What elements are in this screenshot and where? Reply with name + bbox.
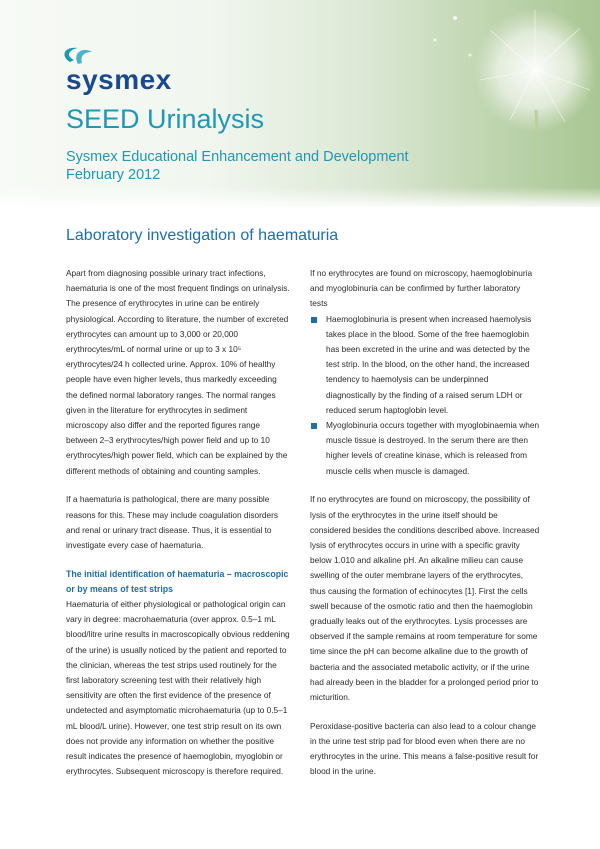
document-subtitle: [66, 148, 446, 184]
paragraph: If no erythrocytes are found on microscopy, haemoglobinuria and myoglobinuria can be confirmed by further laboratory tests: [310, 268, 533, 309]
paragraph: Peroxidase-positive bacteria can also lead to a colour change in the urine test strip pad for blood even when there are no erythrocytes in the urine. This means a false-positive result for blood in the urine.: [310, 720, 539, 777]
left-column: [66, 266, 290, 793]
paragraph: Haematuria of either physiological or pathological origin can vary in degree: macrohaematuria (over approx. 0.5–1 mL blood/litre urine results in macroscopically obvious reddening of the urine) is usually noticed by the patient and reported to the clinician, whereas the test strips used routinely for the first laboratory screening test with their relatively high sensitivity are often the first evidence of the presence of undetected and asymptomatic microhaematuria (up to 0.5–1 mL blood/L urine). However, one test strip result on its own does not provide any information on whether the positive result indicates the presence of haemoglobin, myoglobin or erythrocytes. Subsequent microscopy is therefore required.: [66, 599, 290, 777]
list-item: Myoglobinuria occurs together with myoglobinaemia when muscle tissue is destroyed. In the serum there are then higher levels of creatine kinase, which is released from muscle cells when muscle is damaged.: [310, 418, 540, 479]
paragraph: If no erythrocytes are found on microscopy, the possibility of lysis of the erythrocytes in the urine itself should be considered besides the conditions described above. Increased lysis of erythrocytes occurs in urine with a specific gravity below 1.010 and alkaline pH. An alkaline milieu can cause swelling of the outer membrane layers of the erythrocytes, thus causing the formation of echinocytes [1]. First the cells swell because of the osmotic ratio and then the haemoglobin gradually leaks out of the erythrocytes. Lysis processes are observed if the sample remains at room temperature for some time since the pH can become alkaline due to the growth of bacteria and the associated metabolic activity, or if the urine had already been in the bladder for a prolonged period prior to micturition.: [310, 494, 540, 702]
subtitle-line-2: February 2012: [66, 167, 161, 183]
section-title: Laboratory investigation of haematuria: [66, 227, 339, 244]
header-banner: [0, 0, 600, 207]
subtitle-line-1: Sysmex Educational Enhancement and Development: [66, 149, 409, 165]
right-column: [310, 266, 540, 793]
subsection-heading: The initial identification of haematuria – macroscopic or by means of test strips: [66, 568, 289, 594]
paragraph: Apart from diagnosing possible urinary tract infections, haematuria is one of the most frequent findings on urinalysis. The presence of erythrocytes in urine can be entirely physiological. According to literature, the number of excreted erythrocytes can amount up to 3,000 or 20,000 erythrocytes/mL of normal urine or up to 3 x 10⁵ erythrocytes/24 h collected urine. Approx. 10% of healthy people have even higher levels, thus markedly exceeding the defined normal laboratory ranges. The normal ranges given in the literature for erythrocytes in sediment microscopy also differ and the reported figures range between 2–3 erythrocytes/high power field and up to 10 erythrocytes/high power field, which can be explained by the different methods of obtaining and counting samples.: [66, 268, 290, 476]
list-item: Haemoglobinuria is present when increased haemolysis takes place in the blood. Some of the free haemoglobin has been excreted in the urine and was detected by the test strip. In the blood, on the other hand, the increased tendency to haemolysis can be underpinned diagnostically by the finding of a raised serum LDH or reduced serum haptoglobin level.: [310, 312, 540, 418]
paragraph: If a haematuria is pathological, there are many possible reasons for this. These may include coagulation disorders and renal or urinary tract disease. Thus, it is essential to investigate every case of haematuria.: [66, 494, 278, 550]
bullet-list: [310, 312, 540, 479]
document-title: SEED Urinalysis: [66, 104, 265, 134]
brand-logo-text: sysmex: [66, 64, 172, 95]
